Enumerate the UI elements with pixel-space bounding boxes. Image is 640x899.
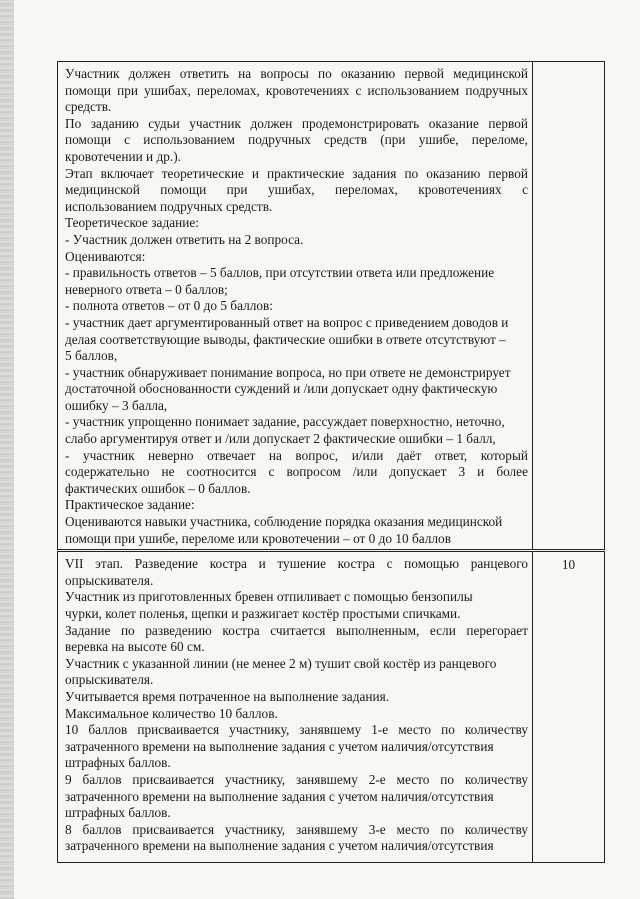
text-line: достаточной обоснованности суждений и /или допускает одну фактическую [65,381,498,397]
text-line: Практическое задание: [65,497,195,513]
text-line: Участник из приготовленных бревен отпиливает с помощью бензопилы [65,589,473,605]
first-aid-stage-text [58,62,532,549]
text-line: - участник упрощенно понимает задание, рассуждает поверхностно, неточно, [65,414,505,430]
text-line: затраченного времени на выполнение задания с учетом наличия/отсутствия [65,838,494,854]
campfire-stage-text [58,552,532,857]
score-cell [533,62,605,551]
text-line: веревка на высоте 60 см. [65,639,205,655]
text-line: Задание по разведению костра считается выполненным, если перегорает [65,622,528,638]
score-value: 10 [561,557,576,573]
text-line: содержательно не соотносится с вопросом /или допускает 3 и более [65,464,528,480]
text-line: - полнота ответов – от 0 до 5 баллов: [65,298,273,314]
text-line: средств. [65,99,112,115]
text-line: 5 баллов, [65,348,118,364]
table-row [58,551,605,863]
scan-edge-artifact [0,0,14,899]
text-line: - участник неверно отвечает на вопрос, и/или даёт ответ, который [65,447,528,463]
text-line: помощи при ушибе, переломе или кровотечении – от 0 до 10 баллов [65,530,451,546]
text-line: опрыскивателя. [65,572,154,588]
text-line: Оцениваются: [65,248,146,264]
text-line: VII этап. Разведение костра и тушение костра с помощью ранцевого [65,556,528,572]
text-line: делая соответствующие выводы, фактические ошибки в ответе отсутствуют – [65,331,506,347]
text-line: Этап включает теоретические и практические задания по оказанию первой [65,165,528,181]
score-value [533,62,604,67]
score-cell [533,551,605,863]
text-line: медицинской помощи при ушибах, переломах, кровотечениях с [65,182,528,198]
text-line: - Участник должен ответить на 2 вопроса. [65,231,304,247]
text-line: неверного ответа – 0 баллов; [65,281,228,297]
criteria-description-cell [58,551,533,863]
text-line: Оцениваются навыки участника, соблюдение порядка оказания медицинской [65,514,503,530]
text-line: затраченного времени на выполнение задания с учетом наличия/отсутствия [65,738,494,754]
text-line: Максимальное количество 10 баллов. [65,705,278,721]
text-line: 8 баллов присваивается участнику, занявшему 3-е место по количеству [65,821,528,837]
text-line: затраченного времени на выполнение задания с учетом наличия/отсутствия [65,788,494,804]
criteria-description-cell [58,62,533,551]
text-line: Участник должен ответить на вопросы по оказанию первой медицинской [65,66,528,81]
criteria-table [57,61,605,863]
text-line: 9 баллов присваивается участнику, занявшему 2-е место по количеству [65,771,528,787]
text-line: опрыскивателя. [65,672,154,688]
text-line: чурки, колет поленья, щепки и разжигает костёр простыми спичками. [65,606,461,621]
text-line: По заданию судьи участник должен продемонстрировать оказание первой [65,115,528,131]
text-line: слабо аргументируя ответ и /или допускает 2 фактические ошибки – 1 балл, [65,431,496,447]
text-line: штрафных баллов. [65,755,171,771]
table-row [58,62,605,551]
text-line: Теоретическое задание: [65,215,199,231]
text-line: фактических ошибок – 0 баллов. [65,480,251,496]
text-line: Участник с указанной линии (не менее 2 м) тушит свой костёр из ранцевого [65,655,497,671]
text-line: Учитывается время потраченное на выполнение задания. [65,688,390,704]
text-line: - правильность ответов – 5 баллов, при отсутствии ответа или предложение [65,265,495,281]
text-line: - участник дает аргументированный ответ на вопрос с приведением доводов и [65,314,509,330]
text-line: штрафных баллов. [65,805,171,821]
text-line: помощи с использованием подручных средств (при ушибе, переломе, [65,132,528,148]
text-line: ошибку – 3 балла, [65,397,168,413]
text-line: использованием подручных средств. [65,198,273,214]
text-line: кровотечении и др.). [65,148,181,164]
text-line: 10 баллов присваивается участнику, занявшему 1-е место по количеству [65,722,528,738]
text-line: помощи при ушибах, переломах, кровотечениях с использованием подручных [65,82,528,98]
text-line: - участник обнаруживает понимание вопроса, но при ответе не демонстрирует [65,364,511,380]
